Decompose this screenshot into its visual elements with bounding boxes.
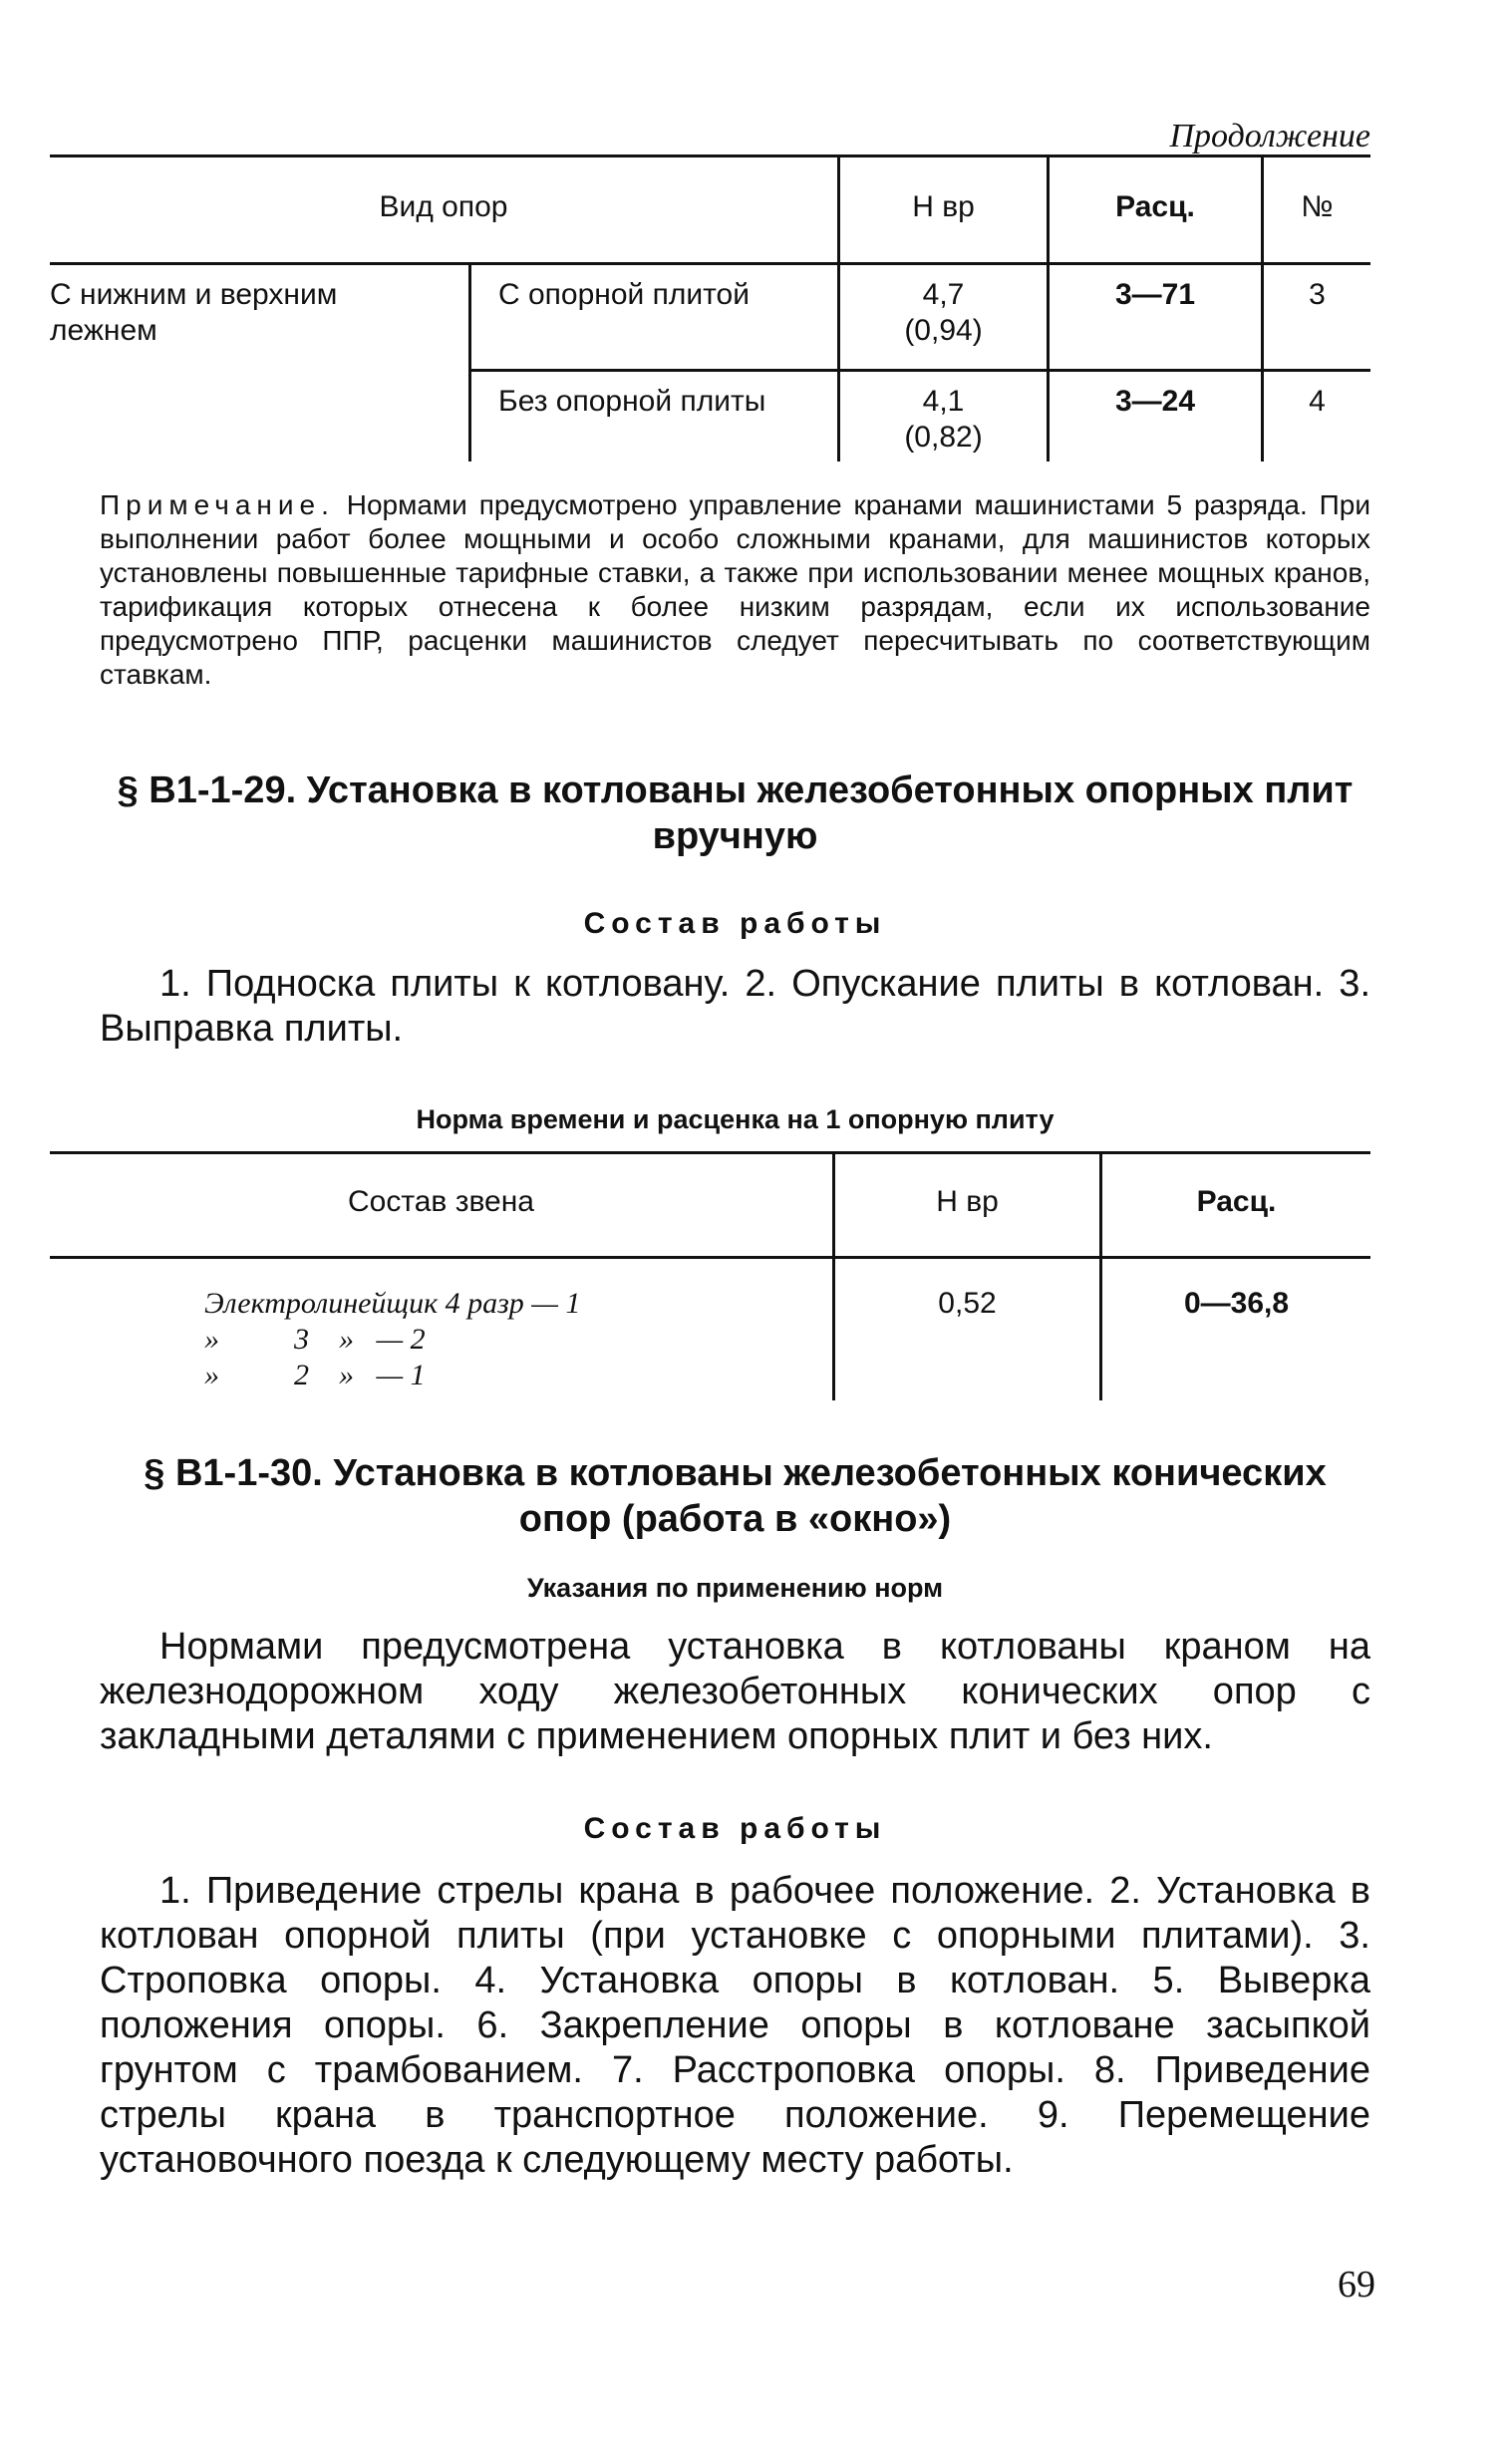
table1-num: 4 <box>1309 385 1326 418</box>
table1-hvr-sub: (0,82) <box>904 421 983 454</box>
section-29-work-text: 1. Подноска плиты к котловану. 2. Опускание плиты в котлован. 3. Выправка плиты. <box>100 963 1370 1050</box>
table2-rate: 0—36,8 <box>1183 1287 1290 1320</box>
section-30-work-text: 1. Приведение стрелы крана в рабочее положение. 2. Установка в котлован опорной плиты (при установке с опорными плитами). 3. Строповка опоры. 4. Установка опоры в котлован. 5. Выверка положения опоры. 6. Закрепление опоры в котловане засыпкой грунтом с трамбованием. 7. Расстроповка опоры. 8. Приведение стрелы крана в транспортное положение. 9. Перемещение установочного поезда к следующему месту работы. <box>100 1870 1370 2181</box>
table1-subtype: Без опорной плиты <box>498 385 766 418</box>
section-30-guidance-text: Нормами предусмотрена установка в котлованы краном на железнодорожном ходу железобетонных конических опор с закладными деталями с применением опорных плит и без них. <box>100 1626 1370 1757</box>
note-lead: Примечание. <box>100 489 335 520</box>
page-number: 69 <box>1338 2264 1375 2305</box>
table2-header-crew: Состав звена <box>347 1185 534 1218</box>
note-text: Нормами предусмотрено управление кранами машинистами 5 разряда. При выполнении работ более мощными и особо сложными кранами, для машинистов которых установлены повышенные тарифные ставки, а также при использовании менее мощных кранов, тарификация которых отнесена к более низким разрядам, если их использование предусмотрено ППР, расценки машинистов следует пересчитывать по соответствующим ставкам. <box>100 489 1370 690</box>
section-30-title: § В1-1-30. Установка в котлованы железобетонных конических опор (работа в «окно») <box>144 1452 1327 1540</box>
table1-header-num: № <box>1301 190 1334 223</box>
table1-rate: 3—71 <box>1114 278 1196 311</box>
table2-header-hvr: Н вр <box>936 1185 999 1218</box>
table1-num: 3 <box>1309 278 1326 311</box>
table2-hvr: 0,52 <box>938 1287 997 1320</box>
table1-header-type: Вид опор <box>379 190 508 223</box>
table2-crew-line: Электролинейщик 4 разр — 1 <box>204 1287 581 1320</box>
table1-header-rate: Расц. <box>1115 190 1195 223</box>
table1-hvr-sub: (0,94) <box>904 314 983 347</box>
table2-header-rate: Расц. <box>1196 1185 1277 1218</box>
section-29-work-heading: Состав работы <box>583 907 887 940</box>
section-29-table-caption: Норма времени и расценка на 1 опорную плиту <box>416 1104 1055 1134</box>
table1-hvr: 4,1 <box>922 385 965 418</box>
table1-subtype: С опорной плитой <box>498 278 750 311</box>
continuation-label: Продолжение <box>1169 118 1370 154</box>
section-29-title: § В1-1-29. Установка в котлованы железобетонных опорных плит вручную <box>117 769 1354 857</box>
table1-rate: 3—24 <box>1114 385 1196 418</box>
table1-header-hvr: Н вр <box>912 190 975 223</box>
table2-crew-line: » 3 » — 2 <box>204 1323 426 1356</box>
section-30-work-heading: Состав работы <box>583 1812 887 1845</box>
table1-row-group-label: С нижним и верхним лежнем <box>50 278 338 347</box>
table2-crew-line: » 2 » — 1 <box>204 1359 426 1391</box>
section-30-guidance-heading: Указания по применению норм <box>526 1573 944 1603</box>
note-paragraph <box>100 488 1370 692</box>
table1-hvr: 4,7 <box>922 278 965 311</box>
